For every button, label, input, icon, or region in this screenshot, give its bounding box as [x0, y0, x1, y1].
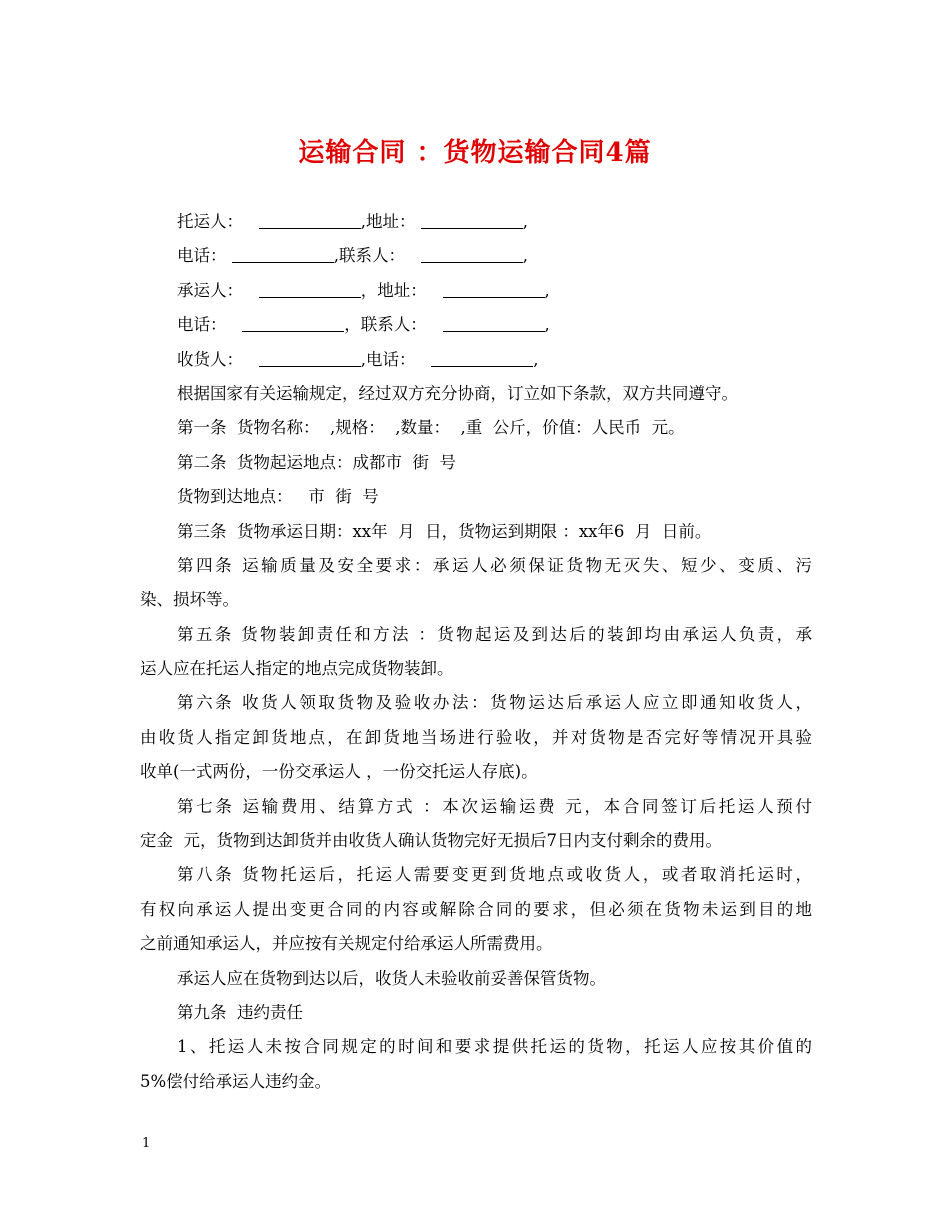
clause-6-line-3: 收单(一式两份，一份交承运人 ，一份交托运人存底)。 [140, 762, 538, 782]
shipper-phone-blank [232, 244, 334, 263]
clause-4-line-2: 染、损坏等。 [140, 590, 239, 610]
carrier-address-blank [443, 279, 545, 298]
clause-9-item-1-line-1: 1、托运人未按合同规定的时间和要求提供托运的货物，托运人应按其价值的 [177, 1037, 812, 1057]
document-title: 运输合同 ：货物运输合同4篇 [298, 138, 652, 168]
shipper-phone-label: 电话： [177, 246, 227, 266]
shipper-contact-blank [421, 244, 523, 263]
clause-8-line-2: 有权向承运人提出变更合同的内容或解除合同的要求，但必须在货物未运到目的地 [140, 899, 812, 919]
consignee-line [140, 343, 812, 377]
shipper-phone-line [140, 239, 812, 273]
consignee-label: 收货人： [177, 349, 243, 369]
carrier-label: 承运人： [177, 280, 243, 300]
clause-5-line-1: 第五条 货物装卸责任和方法 ：货物起运及到达后的装卸均由承运人负责，承 [177, 624, 812, 644]
consignee-phone-label: ,电话： [360, 349, 416, 369]
carrier-phone-blank [242, 313, 344, 332]
document-body [140, 205, 812, 1099]
shipper-label: 托运人： [177, 212, 243, 231]
carrier-name-blank [259, 279, 361, 298]
clause-9-item-1-line-2: 5%偿付给承运人违约金。 [140, 1071, 332, 1091]
shipper-line [140, 205, 812, 239]
contract-intro: 根据国家有关运输规定，经过双方充分协商，订立如下条款，双方共同遵守。 [177, 383, 738, 403]
clause-1: 第一条 货物名称： ,规格： ,数量： ,重 公斤，价值：人民币 元。 [177, 418, 685, 438]
clause-8-line-1: 第八条 货物托运后，托运人需要变更到货地点或收货人，或者取消托运时， [177, 865, 812, 885]
page-number: 1 [142, 1136, 151, 1151]
carrier-contact-label: ，联系人： [344, 315, 427, 335]
clause-8-storage: 承运人应在货物到达以后，收货人未验收前妥善保管货物。 [177, 968, 606, 988]
line-end: , [544, 315, 550, 335]
clause-7-line-2: 定金 元，货物到达卸货并由收货人确认货物完好无损后7日内支付剩余的费用。 [140, 831, 722, 851]
clause-3: 第三条 货物承运日期：xx年 月 日，货物运到期限 ：xx年6 月 日前。 [177, 521, 712, 541]
clause-7-line-1: 第七条 运输费用、结算方式 ：本次运输运费 元，本合同签订后托运人预付 [177, 796, 812, 816]
clause-2: 第二条 货物起运地点：成都市 街 号 [177, 452, 456, 472]
clause-6-line-2: 由收货人指定卸货地点，在卸货地当场进行验收，并对货物是否完好等情况开具验 [140, 727, 812, 747]
line-end: , [522, 212, 528, 231]
clause-6-line-1: 第六条 收货人领取货物及验收办法：货物运达后承运人应立即通知收货人， [177, 693, 812, 713]
clause-5-line-2: 运人应在托运人指定的地点完成货物装卸。 [140, 659, 454, 679]
line-end: , [544, 280, 550, 300]
carrier-line [140, 274, 812, 308]
clause-4-line-1: 第四条 运输质量及安全要求：承运人必须保证货物无灭失、短少、变质、污 [177, 555, 812, 575]
clause-8-line-3: 之前通知承运人，并应按有关规定付给承运人所需费用。 [140, 934, 553, 954]
line-end: , [522, 246, 528, 266]
line-end: , [533, 349, 539, 369]
clause-9-heading: 第九条 违约责任 [177, 1002, 303, 1022]
shipper-address-blank [421, 210, 523, 229]
shipper-name-blank [259, 210, 361, 229]
carrier-phone-label: 电话： [177, 315, 227, 335]
shipper-address-label: ,地址： [360, 212, 416, 231]
shipper-contact-label: ,联系人： [333, 246, 405, 266]
carrier-phone-line [140, 308, 812, 342]
carrier-address-label: ，地址： [360, 280, 427, 300]
clause-2-destination: 货物到达地点： 市 街 号 [177, 487, 379, 507]
consignee-phone-blank [431, 348, 533, 367]
consignee-name-blank [259, 348, 361, 367]
carrier-contact-blank [443, 313, 545, 332]
